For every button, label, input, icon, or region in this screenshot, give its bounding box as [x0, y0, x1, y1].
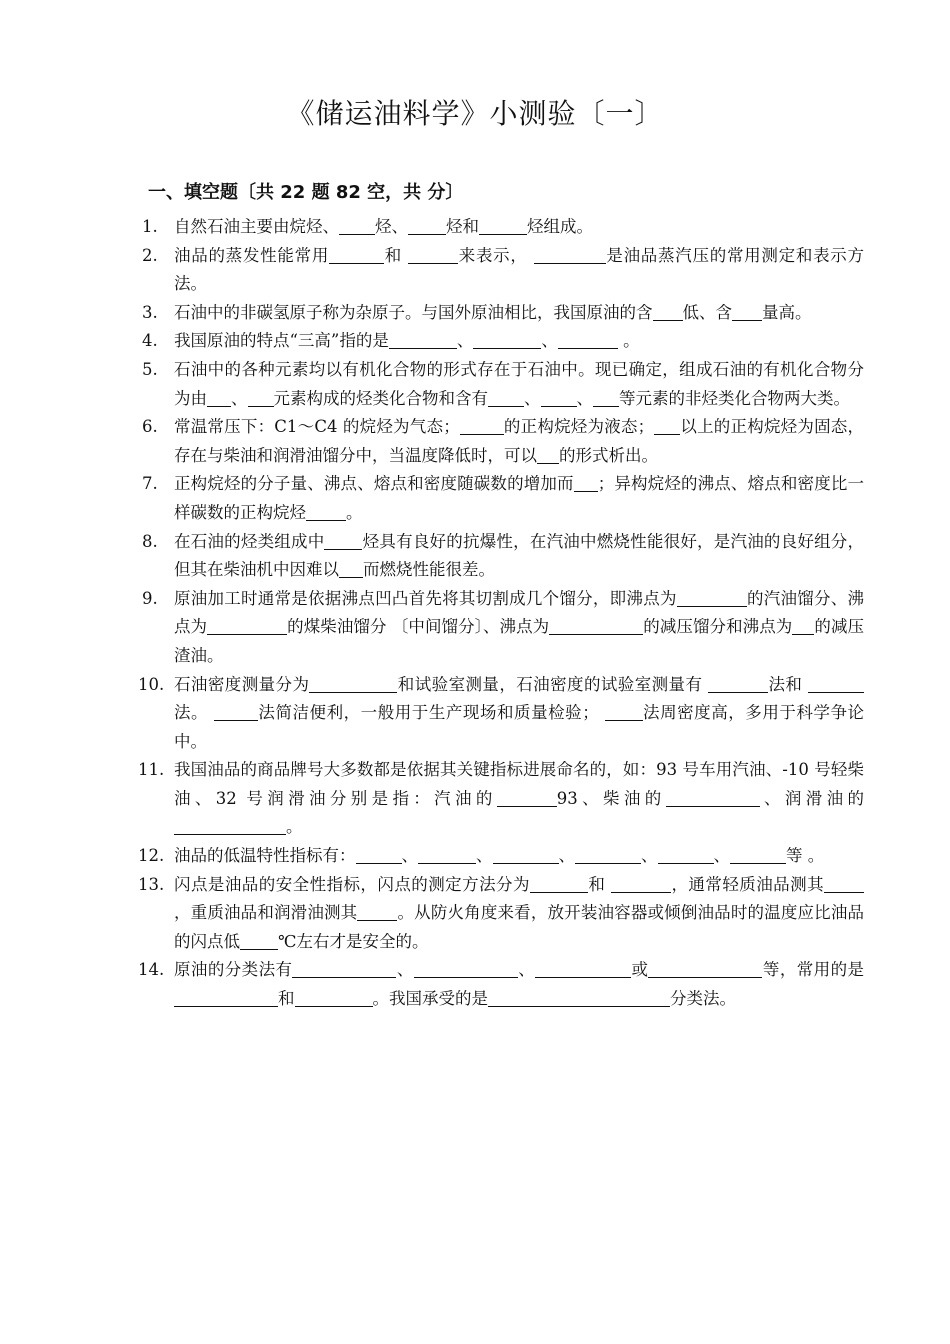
question-number: 2.: [142, 245, 158, 265]
question-text: 。: [623, 331, 640, 351]
question-text: 我国原油的特点“三高”指的是: [174, 331, 389, 351]
question-text: 低、含: [682, 302, 732, 322]
blank[interactable]: [574, 473, 598, 492]
blank[interactable]: [309, 674, 397, 693]
section-heading: 一、填空题〔共 22 题 82 空，共 分〕: [148, 182, 464, 203]
blank[interactable]: [708, 674, 768, 693]
question-text: 和: [587, 874, 606, 894]
question-text: 法。: [174, 703, 209, 723]
question-text: 、: [476, 846, 493, 866]
blank[interactable]: [558, 330, 618, 349]
blank[interactable]: [357, 902, 397, 921]
blank[interactable]: [479, 216, 527, 235]
blank[interactable]: [824, 874, 864, 893]
blank[interactable]: [488, 388, 524, 407]
question-text: 正构烷烃的分子量、沸点、熔点和密度随碳数的增加而: [174, 474, 574, 494]
question-6: [142, 413, 864, 470]
blank[interactable]: [473, 330, 541, 349]
question-text: 、: [231, 388, 248, 408]
blank[interactable]: [535, 959, 631, 978]
question-number: 14.: [138, 960, 165, 980]
question-text: ，重质油品和润滑油测其: [174, 903, 358, 923]
blank[interactable]: [329, 245, 384, 264]
question-number: 3.: [142, 302, 158, 322]
blank[interactable]: [530, 874, 588, 893]
question-text: ，通常轻质油品测其: [671, 874, 825, 894]
blank[interactable]: [214, 702, 258, 721]
blank[interactable]: [460, 416, 504, 435]
question-text: 。从防火角度来看，放开装油容器或倾倒油品时的温度应比油品的闪点低: [174, 903, 865, 951]
blank[interactable]: [792, 616, 814, 635]
question-text: 、: [396, 960, 414, 980]
blank[interactable]: [534, 245, 606, 264]
blank[interactable]: [611, 874, 671, 893]
question-text: 、: [541, 331, 558, 351]
question-text: 、: [558, 846, 575, 866]
blank[interactable]: [666, 788, 760, 807]
blank[interactable]: [605, 702, 643, 721]
question-4: [142, 327, 864, 356]
question-text: ；异构烷烃的沸点、熔点和密度比一样碳数的正构烷烃: [174, 474, 865, 522]
question-text: 、: [456, 331, 474, 351]
question-9: [142, 585, 864, 671]
question-text: 法和: [768, 674, 803, 694]
question-text: 石油中的各种元素均以有机化合物的形式存在于石油中。现已确定，组成石油的有机化合物分为由: [174, 359, 864, 408]
question-7: [142, 470, 864, 527]
question-number: 13.: [138, 874, 165, 894]
question-text: 自然石油主要由烷烃、: [174, 217, 339, 236]
question-text: 元素构成的烃类化合物和含有: [273, 388, 488, 408]
blank[interactable]: [339, 559, 363, 578]
question-text: 原油的分类法有: [174, 960, 293, 980]
question-11: [138, 756, 865, 842]
question-text: 分类法。: [670, 989, 736, 1009]
question-text: 常温常压下：C1～C4 的烷烃为气态；: [174, 417, 460, 437]
blank[interactable]: [418, 845, 476, 864]
question-text: 的减压渣油。: [174, 617, 865, 665]
blank[interactable]: [324, 531, 362, 550]
blank[interactable]: [808, 674, 864, 693]
question-number: 11.: [138, 760, 165, 780]
question-text: 来表示，: [458, 245, 528, 265]
question-text: 、: [713, 846, 730, 866]
question-text: 、: [641, 846, 658, 866]
question-number: 6.: [142, 417, 158, 437]
blank[interactable]: [732, 302, 762, 321]
question-text: 而燃烧性能很差。: [363, 560, 495, 580]
question-text: 油品的蒸发性能常用: [174, 245, 330, 265]
question-number: 4.: [142, 331, 158, 351]
blank[interactable]: [306, 502, 346, 521]
blank[interactable]: [207, 388, 231, 407]
blank[interactable]: [356, 845, 402, 864]
question-text: 的减压馏分和沸点为: [643, 617, 793, 637]
question-text: 等元素的非烃类化合物两大类。: [619, 388, 850, 408]
blank[interactable]: [248, 388, 274, 407]
question-number: 7.: [142, 474, 158, 494]
blank[interactable]: [497, 788, 557, 807]
question-13: [138, 871, 865, 957]
blank[interactable]: [339, 216, 375, 235]
blank[interactable]: [593, 388, 619, 407]
blank[interactable]: [537, 445, 559, 464]
question-3: [142, 299, 864, 328]
question-text: 在石油的烃类组成中: [174, 531, 325, 551]
question-number: 12.: [138, 846, 165, 866]
question-text: 法周密度高，多用于科学争论中。: [174, 703, 865, 751]
question-text: 原油加工时通常是依据沸点凹凸首先将其切割成几个馏分，即沸点为: [174, 588, 677, 608]
question-text: 的正构烷烃为液态；: [503, 417, 655, 437]
question-text: 。: [346, 502, 363, 522]
question-number: 8.: [142, 531, 158, 551]
question-text: 或: [631, 960, 649, 980]
question-text: 、: [401, 846, 418, 866]
question-text: 我国油品的商品牌号大多数都是依据其关键指标进展命名的，如：93 号车用汽油、-10 号轻柴油、32 号润滑油分别是指：汽油的: [174, 760, 864, 808]
question-text: 等，常用的是: [762, 960, 865, 980]
blank[interactable]: [493, 845, 559, 864]
question-text: 。我国承受的是: [372, 989, 488, 1009]
question-text: 烃具有良好的抗爆性，在汽油中燃烧性能很好，是汽油的良好组分，但其在柴油机中因难以: [174, 531, 865, 580]
question-text: 烃、: [375, 217, 408, 236]
question-text: 的形式析出。: [559, 445, 658, 465]
blank[interactable]: [658, 845, 714, 864]
question-text: 、: [576, 388, 593, 408]
question-2: [142, 242, 864, 299]
question-text: 和: [278, 989, 295, 1009]
question-text: 、润滑油的: [759, 788, 865, 808]
question-number: 9.: [142, 588, 158, 608]
question-text: 是油品蒸汽压的常用测定和表示方法。: [174, 245, 865, 294]
question-text: 闪点是油品的安全性指标，闪点的测定方法分为: [174, 874, 530, 894]
blank[interactable]: [575, 845, 641, 864]
question-text: 和试验室测量，石油密度的试验室测量有: [397, 674, 703, 694]
question-14: [138, 956, 865, 1013]
question-text: 以上的正构烷烃为固态，存在与柴油和润滑油馏分中，当温度降低时，可以: [174, 417, 865, 465]
blank[interactable]: [295, 988, 373, 1007]
question-5: [142, 356, 864, 413]
question-text: 的汽油馏分、沸点为: [174, 588, 865, 637]
blank[interactable]: [549, 616, 643, 635]
question-list: [138, 213, 865, 1014]
blank[interactable]: [488, 988, 670, 1007]
blank[interactable]: [174, 988, 278, 1007]
question-text: 油品的低温特性指标有：: [174, 846, 356, 866]
question-text: 量高。: [762, 302, 812, 322]
blank[interactable]: [730, 845, 786, 864]
question-text: 等 。: [786, 846, 825, 866]
question-text: ℃左右才是安全的。: [278, 931, 429, 951]
question-text: 烃和: [446, 217, 479, 236]
question-12: [138, 842, 864, 871]
question-text: 法简洁便利，一般用于生产现场和质量检验；: [257, 703, 599, 723]
question-10: [138, 671, 865, 757]
blank[interactable]: [654, 416, 680, 435]
question-text: 和: [384, 245, 403, 265]
question-text: 、: [524, 388, 541, 408]
blank[interactable]: [207, 616, 287, 635]
blank[interactable]: [648, 959, 762, 978]
blank[interactable]: [240, 931, 278, 950]
blank[interactable]: [408, 216, 446, 235]
question-number: 5.: [142, 359, 158, 379]
question-text: 。: [286, 817, 303, 837]
question-text: 石油中的非碳氢原子称为杂原子。与国外原油相比，我国原油的含: [174, 302, 653, 322]
question-text: 石油密度测量分为: [174, 674, 310, 694]
blank[interactable]: [677, 588, 747, 607]
blank[interactable]: [174, 816, 286, 835]
question-number: 10.: [138, 674, 165, 694]
blank[interactable]: [389, 330, 457, 349]
blank[interactable]: [414, 959, 518, 978]
blank[interactable]: [541, 388, 577, 407]
blank[interactable]: [653, 302, 683, 321]
question-text: 、: [517, 960, 536, 980]
page-title: 《储运油料学》小测验〔一〕: [286, 97, 664, 130]
question-1: [142, 213, 864, 242]
question-text: 的煤柴油馏分 〔中间馏分〕、沸点为: [287, 617, 550, 637]
question-number: 1.: [142, 217, 158, 236]
blank[interactable]: [292, 959, 396, 978]
question-text: 93、柴油的: [556, 788, 666, 808]
question-8: [142, 528, 864, 585]
blank[interactable]: [408, 245, 458, 264]
question-text: 烃组成。: [527, 217, 593, 236]
